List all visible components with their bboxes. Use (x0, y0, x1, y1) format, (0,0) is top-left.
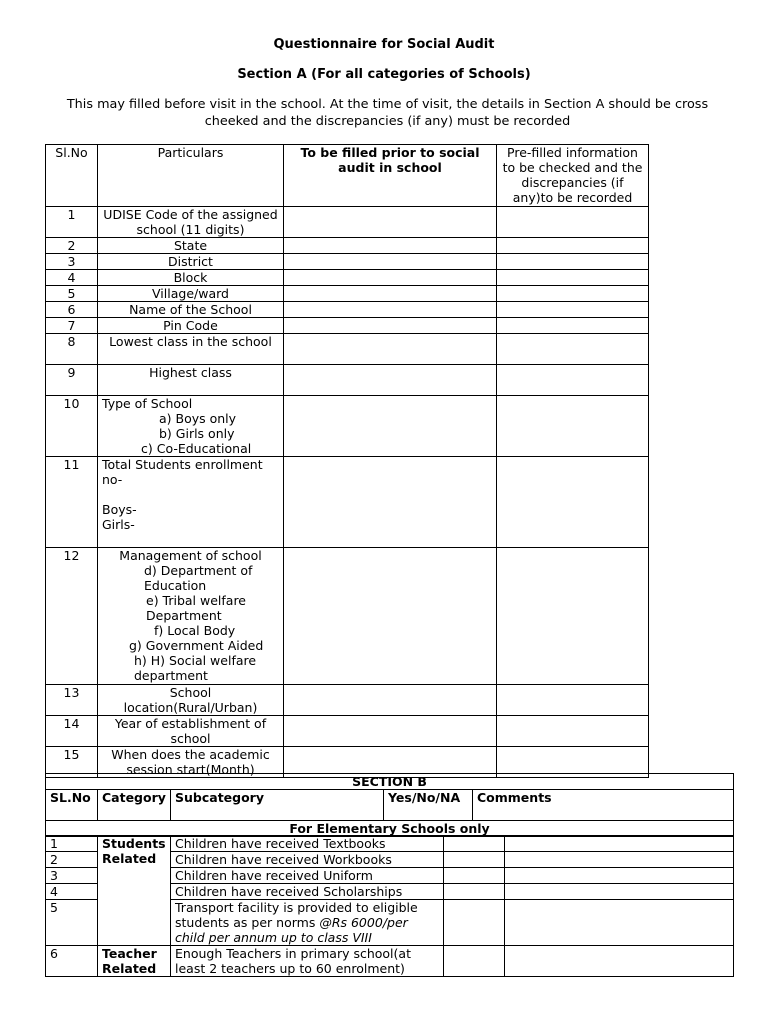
prior-cell[interactable] (284, 318, 497, 334)
row-number: 7 (46, 318, 98, 334)
section-a-table (45, 144, 649, 778)
prefilled-cell[interactable] (497, 318, 649, 334)
table-row (46, 946, 734, 977)
management-option: e) Tribal welfare Department (146, 593, 246, 623)
row-number: 2 (46, 238, 98, 254)
prior-cell[interactable] (284, 270, 497, 286)
header-prefilled: Pre-filled information to be checked and the discrepancies (if any)to be recorded (497, 145, 649, 207)
prior-cell[interactable] (284, 548, 497, 685)
transport-norm: @Rs 6000/per child per annum up to class VIII (175, 915, 408, 945)
row-particular: Year of establishment of school (98, 716, 284, 747)
subcategory-cell: Children have received Textbooks (171, 836, 444, 852)
row-particular: Lowest class in the school (98, 334, 284, 365)
table-row (46, 286, 649, 302)
table-row (46, 457, 649, 548)
section-b-table (45, 835, 734, 977)
school-type-option: c) Co-Educational (141, 441, 252, 456)
table-row (46, 836, 734, 852)
table-row (46, 685, 649, 716)
row-number: 5 (46, 900, 98, 946)
row-particular: Name of the School (98, 302, 284, 318)
header-prior: To be filled prior to social audit in school (284, 145, 497, 207)
prefilled-cell[interactable] (497, 457, 649, 548)
yesno-cell[interactable] (444, 852, 505, 868)
section-a-title: Section A (For all categories of Schools) (237, 67, 531, 82)
yesno-cell[interactable] (444, 836, 505, 852)
header-slno: Sl.No (46, 145, 98, 207)
header-particulars: Particulars (98, 145, 284, 207)
table-row (46, 254, 649, 270)
prefilled-cell[interactable] (497, 396, 649, 457)
management-option: g) Government Aided (129, 638, 264, 653)
row-number: 4 (46, 884, 98, 900)
school-type-label: Type of School (102, 396, 193, 411)
management-option: f) Local Body (154, 623, 236, 638)
comments-cell[interactable] (505, 946, 734, 977)
school-type-option: a) Boys only (159, 411, 237, 426)
prefilled-cell[interactable] (497, 286, 649, 302)
subcategory-cell: Enough Teachers in primary school(at least 2 teachers up to 60 enrolment) (171, 946, 444, 977)
row-particular: Block (98, 270, 284, 286)
table-row (46, 318, 649, 334)
section-b-subtitle: For Elementary Schools only (46, 821, 734, 837)
table-row (46, 270, 649, 286)
header-subcategory: Subcategory (171, 790, 384, 821)
prior-cell[interactable] (284, 365, 497, 396)
prior-cell[interactable] (284, 207, 497, 238)
table-row (46, 302, 649, 318)
prefilled-cell[interactable] (497, 716, 649, 747)
table-row (46, 548, 649, 685)
row-number: 10 (46, 396, 98, 457)
row-particular: State (98, 238, 284, 254)
row-particular (98, 548, 284, 685)
table-row (46, 207, 649, 238)
yesno-cell[interactable] (444, 868, 505, 884)
row-particular: Highest class (98, 365, 284, 396)
row-number: 8 (46, 334, 98, 365)
row-number: 3 (46, 868, 98, 884)
row-particular: Village/ward (98, 286, 284, 302)
prefilled-cell[interactable] (497, 334, 649, 365)
prior-cell[interactable] (284, 396, 497, 457)
row-particular (98, 396, 284, 457)
table-row (46, 238, 649, 254)
table-row (46, 396, 649, 457)
prefilled-cell[interactable] (497, 365, 649, 396)
management-label: Management of school (119, 548, 262, 563)
management-option: h) H) Social welfare department (134, 653, 257, 683)
school-type-option: b) Girls only (159, 426, 235, 441)
prefilled-cell[interactable] (497, 254, 649, 270)
prior-cell[interactable] (284, 286, 497, 302)
header-yesno: Yes/No/NA (384, 790, 473, 821)
yesno-cell[interactable] (444, 900, 505, 946)
prefilled-cell[interactable] (497, 270, 649, 286)
row-number: 13 (46, 685, 98, 716)
row-particular: Pin Code (98, 318, 284, 334)
section-b-title: SECTION B (46, 774, 734, 790)
comments-cell[interactable] (505, 868, 734, 884)
comments-cell[interactable] (505, 900, 734, 946)
row-number: 15 (46, 747, 98, 778)
header-comments: Comments (473, 790, 734, 821)
prefilled-cell[interactable] (497, 302, 649, 318)
row-number: 1 (46, 836, 98, 852)
header-category: Category (98, 790, 171, 821)
document-title: Questionnaire for Social Audit (273, 37, 495, 52)
row-number: 6 (46, 946, 98, 977)
category-teachers: Teacher Related (98, 946, 171, 977)
row-number: 1 (46, 207, 98, 238)
enrollment-label: Total Students enrollment no- (102, 457, 263, 487)
subcategory-cell (171, 900, 444, 946)
prior-cell[interactable] (284, 716, 497, 747)
comments-cell[interactable] (505, 836, 734, 852)
row-number: 3 (46, 254, 98, 270)
subcategory-cell: Children have received Uniform (171, 868, 444, 884)
prior-cell[interactable] (284, 334, 497, 365)
yesno-cell[interactable] (444, 884, 505, 900)
row-number: 2 (46, 852, 98, 868)
comments-cell[interactable] (505, 884, 734, 900)
header-slno: SL.No (46, 790, 98, 821)
prior-cell[interactable] (284, 254, 497, 270)
table-row (46, 365, 649, 396)
row-number: 6 (46, 302, 98, 318)
transport-text: Transport facility is provided to eligible students as per norms (175, 900, 418, 930)
row-number: 12 (46, 548, 98, 685)
prefilled-cell[interactable] (497, 207, 649, 238)
subcategory-cell: Children have received Workbooks (171, 852, 444, 868)
yesno-cell[interactable] (444, 946, 505, 977)
row-particular: When does the academic session start(Month) (98, 747, 284, 778)
section-a-header-row (46, 145, 649, 207)
table-row (46, 716, 649, 747)
row-number: 14 (46, 716, 98, 747)
management-option: d) Department of Education (144, 563, 253, 593)
row-particular: UDISE Code of the assigned school (11 digits) (98, 207, 284, 238)
row-particular (98, 457, 284, 548)
table-row (46, 334, 649, 365)
category-students: Students Related (98, 836, 171, 946)
girls-label: Girls- (102, 517, 135, 532)
row-number: 5 (46, 286, 98, 302)
prior-cell[interactable] (284, 685, 497, 716)
intro-paragraph: This may filled before visit in the school. At the time of visit, the details in Section A should be cross cheeked and the discrepancies (if any) must be recorded (66, 97, 709, 129)
row-particular: District (98, 254, 284, 270)
prefilled-cell[interactable] (497, 685, 649, 716)
row-number: 4 (46, 270, 98, 286)
section-b-header-table (45, 773, 734, 837)
boys-label: Boys- (102, 502, 137, 517)
comments-cell[interactable] (505, 852, 734, 868)
row-particular: School location(Rural/Urban) (98, 685, 284, 716)
row-number: 9 (46, 365, 98, 396)
prefilled-cell[interactable] (497, 238, 649, 254)
prior-cell[interactable] (284, 238, 497, 254)
prior-cell[interactable] (284, 302, 497, 318)
prefilled-cell[interactable] (497, 548, 649, 685)
subcategory-cell: Children have received Scholarships (171, 884, 444, 900)
prior-cell[interactable] (284, 457, 497, 548)
row-number: 11 (46, 457, 98, 548)
